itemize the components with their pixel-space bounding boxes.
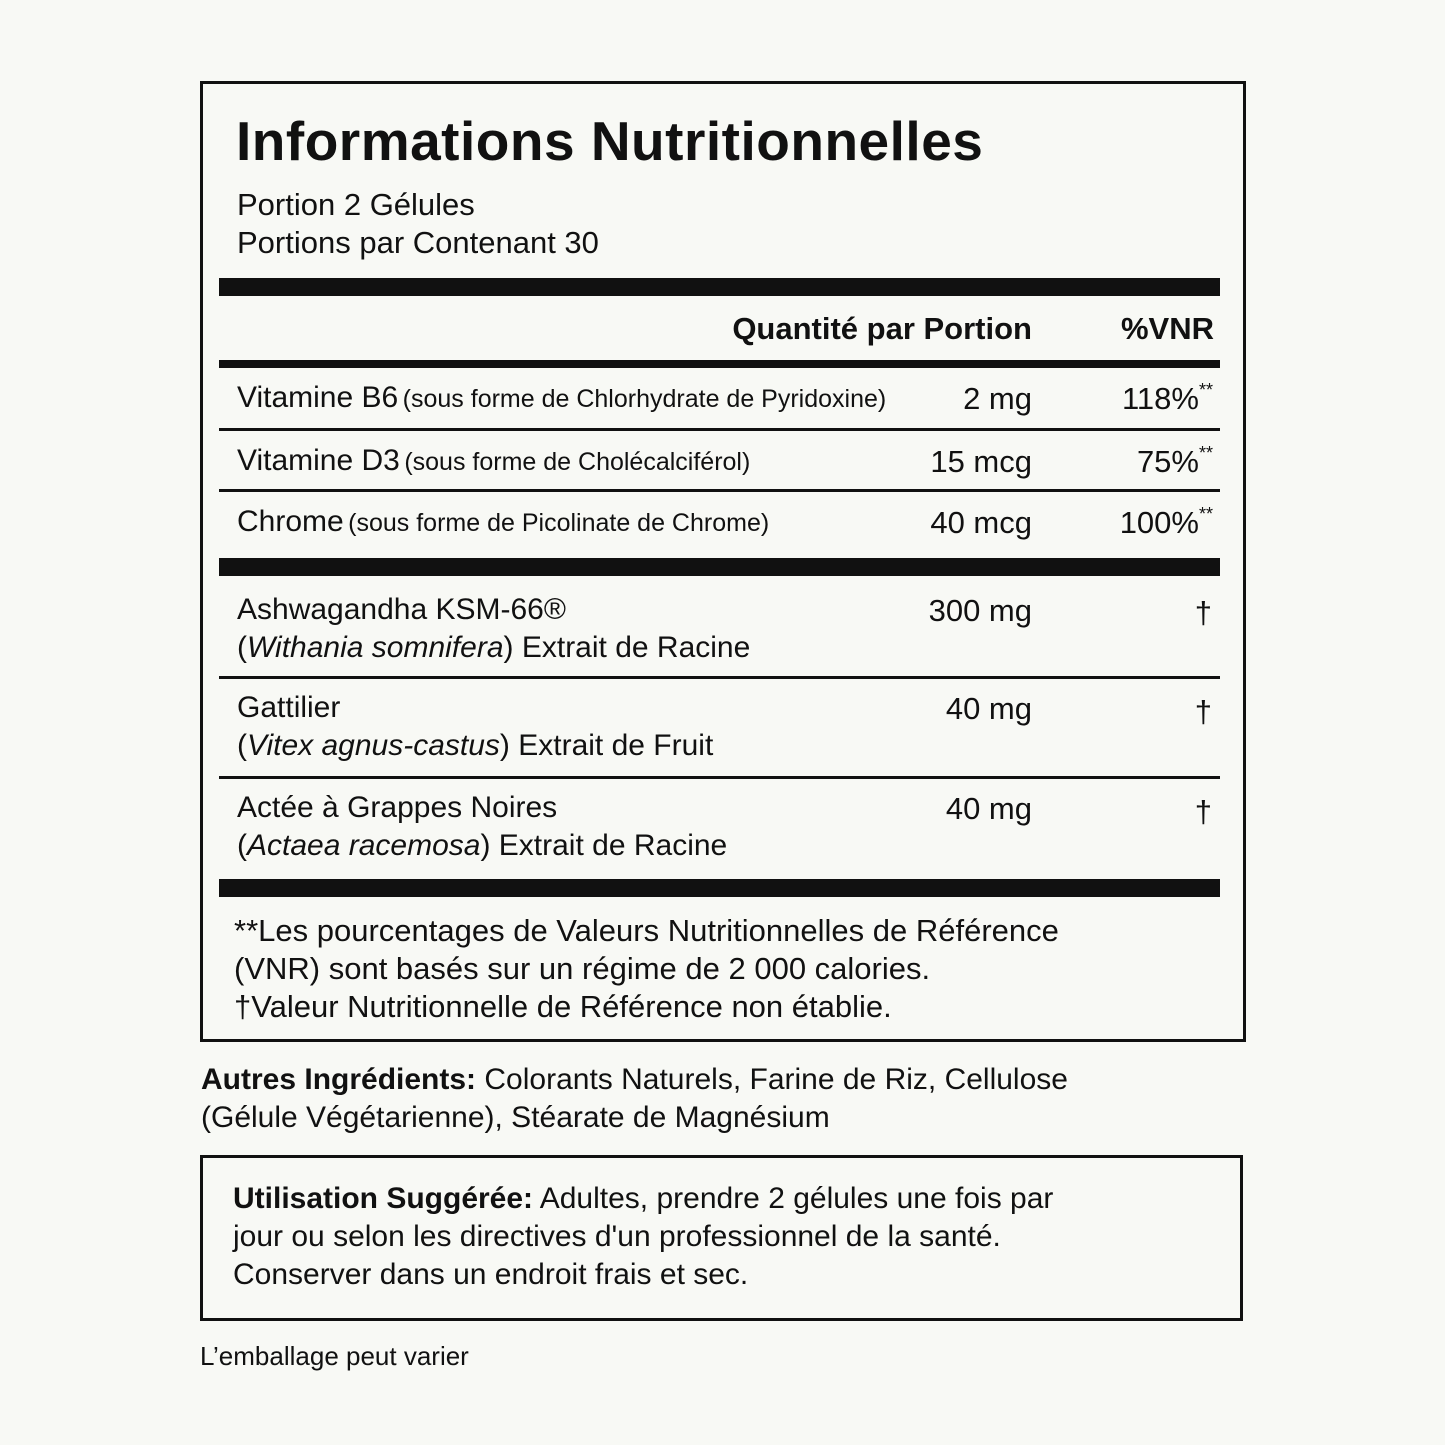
divider-thick bbox=[219, 558, 1220, 576]
ingredient-amount: 300 mg bbox=[928, 593, 1032, 628]
packaging-note: L’emballage peut varier bbox=[200, 1341, 469, 1371]
nutrient-form: (sous forme de Chlorhydrate de Pyridoxine) bbox=[402, 385, 887, 413]
serving-size: Portion 2 Gélules bbox=[237, 187, 475, 222]
divider-thick bbox=[219, 879, 1220, 897]
divider-thin bbox=[219, 676, 1220, 679]
ingredient-vnr: † bbox=[1194, 694, 1212, 729]
ingredient-amount: 40 mg bbox=[945, 791, 1032, 826]
nutrient-name: Chrome bbox=[237, 505, 344, 538]
divider-thin bbox=[219, 776, 1220, 779]
nutrient-amount: 2 mg bbox=[963, 381, 1032, 416]
servings-per-container: Portions par Contenant 30 bbox=[237, 225, 599, 260]
ingredient-name: Actée à Grappes Noires bbox=[237, 791, 558, 824]
nutrient-amount: 15 mcg bbox=[930, 444, 1032, 479]
column-header-vnr: %VNR bbox=[1120, 311, 1214, 346]
panel-title: Informations Nutritionnelles bbox=[236, 110, 984, 172]
other-ingredients-label: Autres Ingrédients: bbox=[201, 1063, 477, 1096]
ingredient-amount: 40 mg bbox=[945, 691, 1032, 726]
ingredient-latin: (Vitex agnus-castus) Extrait de Fruit bbox=[237, 729, 714, 762]
nutrient-vnr: 75%** bbox=[1136, 443, 1213, 479]
ingredient-vnr: † bbox=[1194, 595, 1212, 630]
divider-thin bbox=[219, 489, 1220, 492]
ingredient-name: Ashwagandha KSM-66® bbox=[237, 593, 566, 626]
nutrient-form: (sous forme de Cholécalciférol) bbox=[404, 448, 751, 476]
footnote: **Les pourcentages de Valeurs Nutritionnelles de Référence bbox=[234, 913, 1059, 948]
other-ingredients: Autres Ingrédients: Colorants Naturels, Farine de Riz, Cellulose (Gélule Végétarienne), Stéarate de Magnésium bbox=[201, 1063, 1068, 1134]
column-header-amount: Quantité par Portion bbox=[732, 311, 1032, 346]
nutrient-vnr: 118%** bbox=[1121, 380, 1213, 416]
ingredient-name: Gattilier bbox=[237, 691, 341, 724]
nutrient-form: (sous forme de Picolinate de Chrome) bbox=[348, 509, 770, 537]
footnote: †Valeur Nutritionnelle de Référence non établie. bbox=[234, 989, 892, 1024]
nutrient-name: Vitamine D3 bbox=[237, 444, 400, 477]
nutrient-amount: 40 mcg bbox=[930, 505, 1032, 540]
ingredient-vnr: † bbox=[1194, 794, 1212, 829]
divider-thick bbox=[219, 278, 1220, 296]
nutrient-name: Vitamine B6 bbox=[237, 381, 399, 414]
divider-medium bbox=[219, 360, 1220, 368]
suggested-use-label: Utilisation Suggérée: bbox=[233, 1182, 534, 1215]
nutrient-vnr: 100%** bbox=[1119, 504, 1213, 540]
ingredient-latin: (Withania somnifera) Extrait de Racine bbox=[237, 631, 751, 664]
divider-thin bbox=[219, 428, 1220, 431]
footnote: (VNR) sont basés sur un régime de 2 000 calories. bbox=[234, 951, 931, 986]
suggested-use: Utilisation Suggérée: Adultes, prendre 2 gélules une fois par jour ou selon les directives d'un professionnel de la santé. Conserver dans un endroit frais et sec. bbox=[233, 1182, 1054, 1291]
ingredient-latin: (Actaea racemosa) Extrait de Racine bbox=[237, 829, 728, 862]
